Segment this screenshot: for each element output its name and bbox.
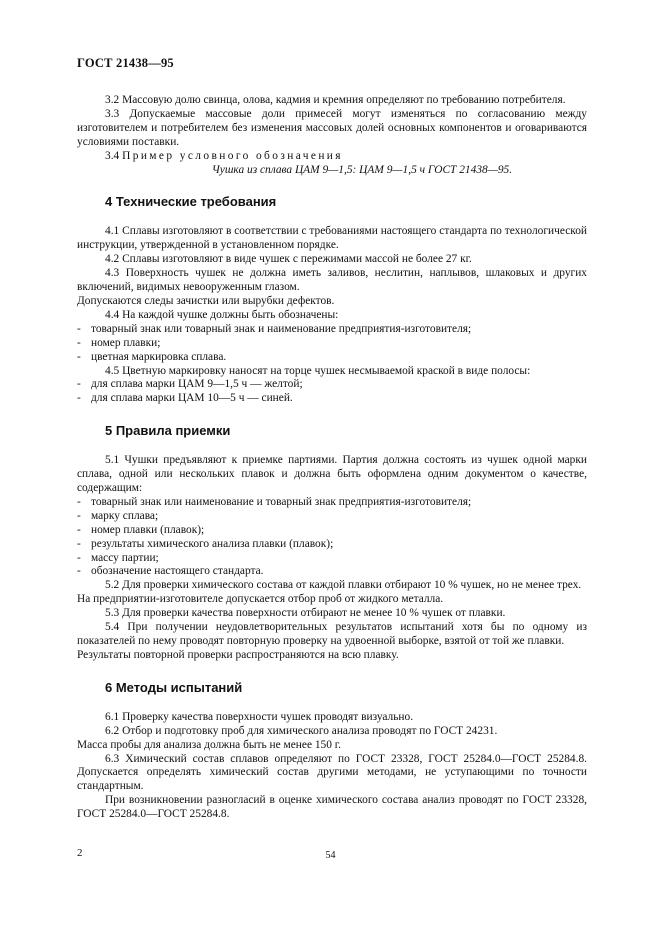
sheet-number: 54 <box>325 850 336 861</box>
list-item: - номер плавки; <box>77 337 587 351</box>
list-item: - для сплава марки ЦАМ 9—1,5 ч — желтой; <box>77 378 587 392</box>
paragraph-6-2: 6.2 Отбор и подготовку проб для химического анализа проводят по ГОСТ 24231. <box>105 724 498 737</box>
paragraph-4-5: 4.5 Цветную маркировку наносят на торце чушек несмываемой краской в виде полосы: <box>105 364 531 377</box>
paragraph-4-2: 4.2 Сплавы изготовляют в виде чушек с пережимами массой не более 27 кг. <box>105 253 472 266</box>
list-item: - результаты химического анализа плавки (плавок); <box>77 538 587 552</box>
paragraph-5-1: 5.1 Чушки предъявляют к приемке партиями. Партия должна состоять из чушек одной марки сплава, одной или нескольких плавок и должна быть оформлена одним документом о качестве, содержащим: <box>77 454 587 495</box>
paragraph-3-4 <box>77 150 587 164</box>
paragraph-5-4-note: Результаты повторной проверки распространяются на всю плавку. <box>77 648 399 661</box>
paragraph-6-3-note: При возникновении разногласий в оценке химического состава анализ проводят по ГОСТ 23328, ГОСТ 25284.0—ГОСТ 25284.8. <box>77 794 587 821</box>
section-5-heading: 5 Правила приемки <box>105 423 231 439</box>
section-4-heading: 4 Технические требования <box>105 194 277 210</box>
paragraph-3-2: 3.2 Массовую долю свинца, олова, кадмия и кремния определяют по требованию потребителя. <box>105 94 566 106</box>
paragraph-6-3: 6.3 Химический состав сплавов определяют по ГОСТ 23328, ГОСТ 25284.0—ГОСТ 25284.8. Допускается определять химический состав другими методами, не уступающими по точности стандартным. <box>77 752 587 793</box>
list-item: - товарный знак или товарный знак и наименование предприятия-изготовителя; <box>77 323 587 337</box>
list-item: - цветная маркировка сплава. <box>77 351 587 365</box>
paragraph-5-2-note: На предприятии-изготовителе допускается отбор проб от жидкого металла. <box>77 593 444 606</box>
designation-example: Чушка из сплава ЦАМ 9—1,5: ЦАМ 9—1,5 ч ГОСТ 21438—95. <box>211 163 513 176</box>
paragraph-5-2: 5.2 Для проверки химического состава от каждой плавки отбирают 10 % чушек, но не менее трех. <box>105 579 582 592</box>
section-6-heading: 6 Методы испытаний <box>105 679 243 695</box>
list-item: - обозначение настоящего стандарта. <box>77 565 587 579</box>
paragraph-4-3-note: Допускаются следы зачистки или вырубки дефектов. <box>77 294 335 307</box>
paragraph-4-1: 4.1 Сплавы изготовляют в соответствии с требованиями настоящего стандарта по технологической инструкции, утвержденной в установленном порядке. <box>77 225 587 252</box>
list-item: - для сплава марки ЦАМ 10—5 ч — синей. <box>77 392 587 406</box>
paragraph-3-4-number: 3.4 <box>105 149 123 162</box>
page-number: 2 <box>77 847 83 859</box>
paragraph-4-4: 4.4 На каждой чушке должны быть обозначены: <box>105 308 339 321</box>
document-header-title: ГОСТ 21438—95 <box>77 56 174 70</box>
paragraph-6-2-note: Масса пробы для анализа должна быть не менее 150 г. <box>77 738 342 751</box>
paragraph-5-4: 5.4 При получении неудовлетворительных результатов испытаний хотя бы по одному из показателей по нему проводят повторную проверку на удвоенной выборке, взятой от той же плавки. <box>77 621 587 647</box>
page-content <box>77 94 587 822</box>
paragraph-3-4-title: Пример условного обозначения <box>122 149 343 162</box>
paragraph-4-3: 4.3 Поверхность чушек не должна иметь заливов, неслитин, наплывов, шлаковых и других включений, видимых невооруженным глазом. <box>77 267 587 294</box>
paragraph-5-3: 5.3 Для проверки качества поверхности отбирают не менее 10 % чушек от плавки. <box>105 607 506 620</box>
paragraph-6-1: 6.1 Проверку качества поверхности чушек проводят визуально. <box>105 710 414 723</box>
list-item: - товарный знак или наименование и товарный знак предприятия-изготовителя; <box>77 496 587 510</box>
paragraph-3-3: 3.3 Допускаемые массовые доли примесей могут изменяться по согласованию между изготовителем и потребителем без изменения массовых долей основных компонентов и оговариваются условиями поставки. <box>77 107 587 148</box>
list-item: - марку сплава; <box>77 510 587 524</box>
list-item: - номер плавки (плавок); <box>77 524 587 538</box>
list-item: - массу партии; <box>77 552 587 566</box>
